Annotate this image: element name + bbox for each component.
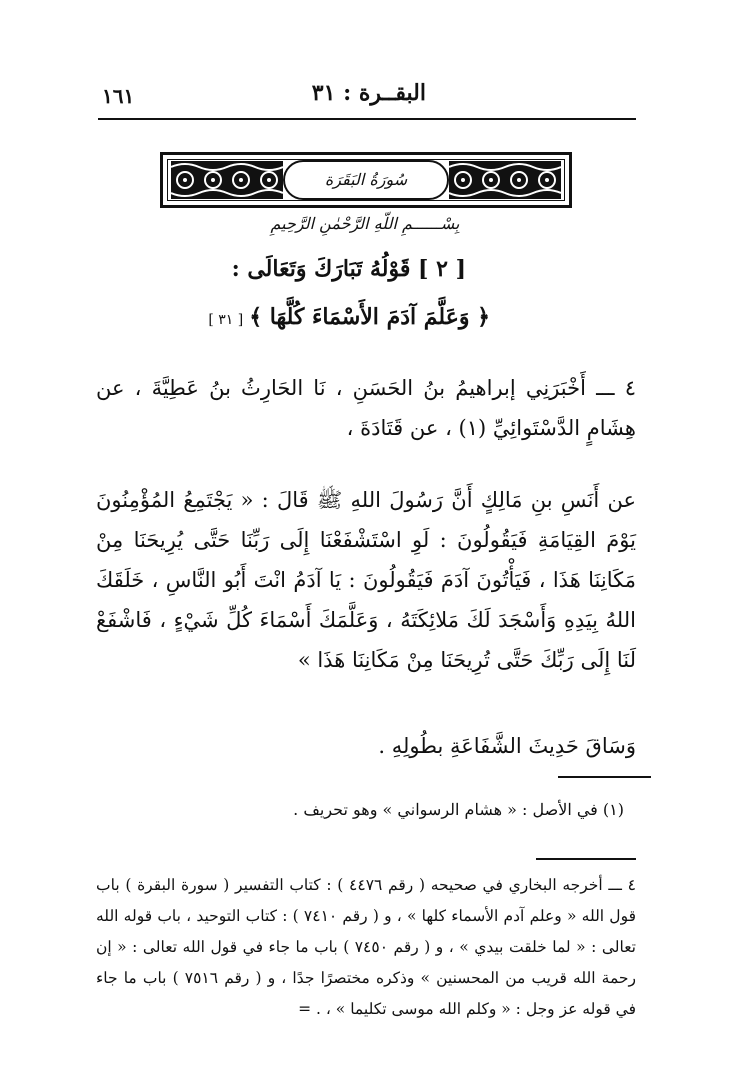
page-header — [98, 78, 636, 112]
verse-reference: [ ٣١ ] — [208, 312, 244, 328]
verse-line — [208, 304, 490, 330]
hadith-matn: عن أَنَسِ بنِ مَالِكٍ أَنَّ رَسُولَ اللهِ ﷺ قَالَ : « يَجْتَمِعُ المُؤْمِنُونَ يَوْمَ القِيَامَةِ فَيَقُولُونَ : لَوِ اسْتَشْفَعْنَا إِلَى رَبِّنَا حَتَّى يُرِيحَنَا مِنْ مَكَانِنَا هَذَا ، فَيَأْتُونَ آدَمَ فَيَقُولُونَ : يَا آدَمُ انْتَ أَبُو النَّاسِ ، خَلَقَكَ اللهُ بِيَدِهِ وَأَسْجَدَ لَكَ مَلائِكَتَهُ ، وَعَلَّمَكَ أَسْمَاءَ كُلِّ شَيْءٍ ، فَاشْفَعْ لَنَا إِلَى رَبِّكَ حَتَّى تُرِيحَنَا مِنْ مَكَانِنَا هَذَا » — [96, 488, 636, 672]
verse-text: ﴿ وَعَلَّمَ آدَمَ الأَسْمَاءَ كُلَّهَا ﴾ — [249, 304, 490, 330]
takhrij-note: ٤ ـــ أخرجه البخاري في صحيحه ( رقم ٤٤٧٦ ) : كتاب التفسير ( سورة البقرة ) باب قول الله « وعلم آدم الأسماء كلها » ، و ( رقم ٧٤١٠ ) : كتاب التوحيد ، باب قوله الله تعالى : « لما خلقت بيدي » ، و ( رقم ٧٤٥٠ ) باب ما جاء في قول الله تعالى : « إن رحمة الله قريب من المحسنين » وذكره مختصرًا جدًا ، و ( رقم ٧٥١٦ ) باب ما جاء في قوله عز وجل : « وكلم الله موسى تكليما » ، . = — [96, 876, 636, 1018]
ornament-right-icon — [449, 161, 561, 199]
footnote: (١) في الأصل : « هشام الرسواني » وهو تحريف . — [293, 800, 624, 819]
ornament-left-icon — [171, 161, 283, 199]
hadith-isnad: ٤ ـــ أَخْبَرَنِي إبراهيمُ بنُ الحَسَنِ ، نَا الحَارِثُ بنُ عَطِيَّةَ ، عن هِشَامٍ الدَّسْتَوائِيِّ (١) ، عن قَتَادَةَ ، — [96, 376, 636, 440]
hadith-closing: وَسَاقَ حَدِيثَ الشَّفَاعَةِ بطُولِهِ . — [378, 734, 636, 758]
footnote-divider — [558, 776, 651, 778]
surah-banner — [160, 152, 572, 208]
basmala: بِسْــــــمِ اللّهِ الرَّحْمٰنِ الرَّحِيمِ — [270, 214, 460, 233]
page-number: ١٦١ — [102, 84, 135, 108]
header-divider — [98, 118, 636, 120]
surah-name: سُورَةُ البَقَرَة — [283, 160, 449, 200]
takhrij-divider — [536, 858, 636, 860]
running-title: البقــرة : ٣١ — [311, 80, 426, 106]
section-heading: [ ٢ ] قَوْلُهُ تَبَارَكَ وَتَعَالَى : — [231, 256, 466, 282]
